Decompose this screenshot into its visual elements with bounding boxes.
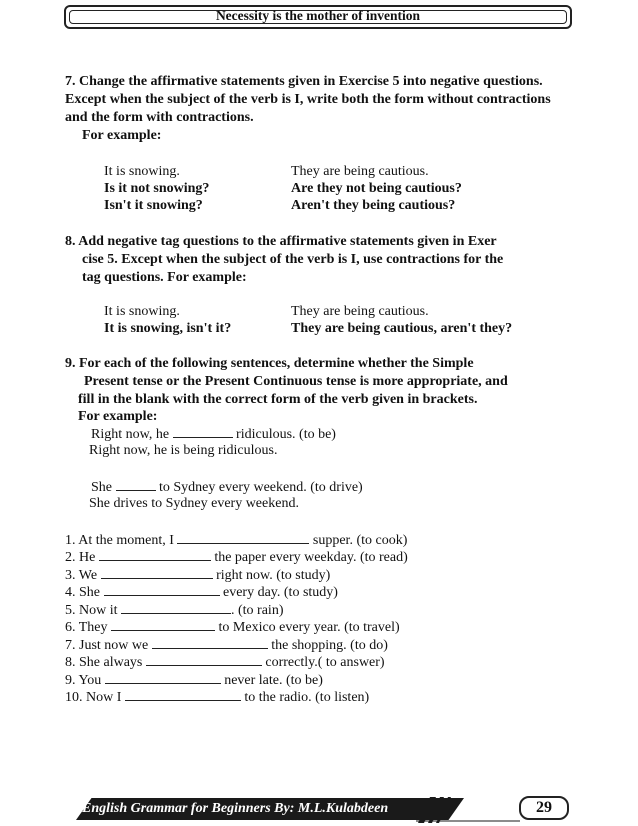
item-3-pre: 3. We bbox=[65, 568, 98, 583]
list-item bbox=[65, 618, 400, 636]
list-item bbox=[65, 671, 323, 689]
ex9-example-b-blank bbox=[116, 478, 156, 491]
item-10-pre: 10. Now I bbox=[65, 690, 122, 705]
ex8-col1-tag-question: It is snowing, isn't it? bbox=[104, 321, 232, 336]
item-5-pre: 5. Now it bbox=[65, 603, 118, 618]
item-5-post: . (to rain) bbox=[231, 603, 284, 618]
item-9-post: never late. (to be) bbox=[224, 673, 323, 688]
ex7-line-2: Except when the subject of the verb is I, write both the form without contractions bbox=[65, 92, 551, 107]
ex9-example-b-answer: She drives to Sydney every weekend. bbox=[89, 496, 299, 511]
ex7-col2-question-full: Are they not being cautious? bbox=[291, 181, 462, 196]
ex8-line-2: cise 5. Except when the subject of the verb is I, use contractions for the bbox=[82, 252, 504, 267]
item-2-pre: 2. He bbox=[65, 550, 96, 565]
header-box bbox=[64, 5, 572, 29]
page-number: 29 bbox=[536, 799, 552, 816]
list-item bbox=[65, 653, 385, 671]
ex9-example-b-post: to Sydney every weekend. (to drive) bbox=[159, 480, 363, 495]
item-2-post: the paper every weekday. (to read) bbox=[214, 550, 408, 565]
item-6-post: to Mexico every year. (to travel) bbox=[218, 620, 400, 635]
list-item bbox=[65, 548, 408, 566]
item-8-blank bbox=[146, 653, 262, 666]
ex9-example-a-post: ridiculous. (to be) bbox=[236, 427, 336, 442]
ex9-example-a-pre: Right now, he bbox=[91, 427, 170, 442]
item-10-post: to the radio. (to listen) bbox=[244, 690, 370, 705]
item-3-blank bbox=[101, 566, 213, 579]
ex9-example-a-answer: Right now, he is being ridiculous. bbox=[89, 443, 278, 458]
item-6-blank bbox=[111, 618, 215, 631]
list-item bbox=[65, 601, 283, 619]
footer-rule bbox=[458, 820, 520, 822]
ex8-line-1: 8. Add negative tag questions to the affirmative statements given in Exer bbox=[65, 234, 497, 249]
footer-book-title: English Grammar for Beginners By: M.L.Kulabdeen bbox=[82, 801, 389, 816]
ex8-col1-statement: It is snowing. bbox=[104, 304, 180, 319]
item-4-post: every day. (to study) bbox=[223, 585, 338, 600]
item-4-pre: 4. She bbox=[65, 585, 100, 600]
item-9-pre: 9. You bbox=[65, 673, 102, 688]
ex7-col2-question-contracted: Aren't they being cautious? bbox=[291, 198, 456, 213]
list-item bbox=[65, 688, 369, 706]
item-1-post: supper. (to cook) bbox=[312, 533, 408, 548]
item-10-blank bbox=[125, 688, 241, 701]
ex9-line-2: Present tense or the Present Continuous tense is more appropriate, and bbox=[84, 374, 508, 389]
item-8-pre: 8. She always bbox=[65, 655, 143, 670]
item-8-post: correctly.( to answer) bbox=[265, 655, 385, 670]
ex7-col1-statement: It is snowing. bbox=[104, 164, 180, 179]
item-3-post: right now. (to study) bbox=[216, 568, 331, 583]
item-7-post: the shopping. (to do) bbox=[271, 638, 388, 653]
item-5-blank bbox=[121, 601, 231, 614]
list-item bbox=[65, 583, 338, 601]
ex7-line-3: and the form with contractions. bbox=[65, 110, 254, 125]
item-6-pre: 6. They bbox=[65, 620, 108, 635]
ex9-example-label: For example: bbox=[78, 409, 158, 424]
ex7-col1-question-full: Is it not snowing? bbox=[104, 181, 210, 196]
item-7-blank bbox=[152, 636, 268, 649]
ex7-example-label: For example: bbox=[82, 128, 162, 143]
ex9-example-a-prompt bbox=[91, 425, 336, 443]
list-item bbox=[65, 566, 330, 584]
list-item bbox=[65, 531, 407, 549]
ex9-example-b-pre: She bbox=[91, 480, 112, 495]
ex9-example-a-blank bbox=[173, 425, 233, 438]
ex8-line-3: tag questions. For example: bbox=[82, 270, 247, 285]
ex7-col1-question-contracted: Isn't it snowing? bbox=[104, 198, 203, 213]
ex9-line-1: 9. For each of the following sentences, determine whether the Simple bbox=[65, 356, 474, 371]
item-2-blank bbox=[99, 548, 211, 561]
page-header-title: Necessity is the mother of invention bbox=[215, 8, 421, 23]
ex8-col2-statement: They are being cautious. bbox=[291, 304, 429, 319]
item-9-blank bbox=[105, 671, 221, 684]
footer-stripes-decoration bbox=[416, 797, 460, 823]
item-7-pre: 7. Just now we bbox=[65, 638, 149, 653]
ex7-line-1: 7. Change the affirmative statements given in Exercise 5 into negative questions. bbox=[65, 74, 543, 89]
item-4-blank bbox=[104, 583, 220, 596]
ex9-line-3: fill in the blank with the correct form of the verb given in brackets. bbox=[78, 392, 478, 407]
ex8-col2-tag-question: They are being cautious, aren't they? bbox=[291, 321, 513, 336]
ex7-col2-statement: They are being cautious. bbox=[291, 164, 429, 179]
list-item bbox=[65, 636, 388, 654]
ex9-example-b-prompt bbox=[91, 478, 363, 496]
item-1-blank bbox=[177, 531, 309, 544]
item-1-pre: 1. At the moment, I bbox=[65, 533, 174, 548]
